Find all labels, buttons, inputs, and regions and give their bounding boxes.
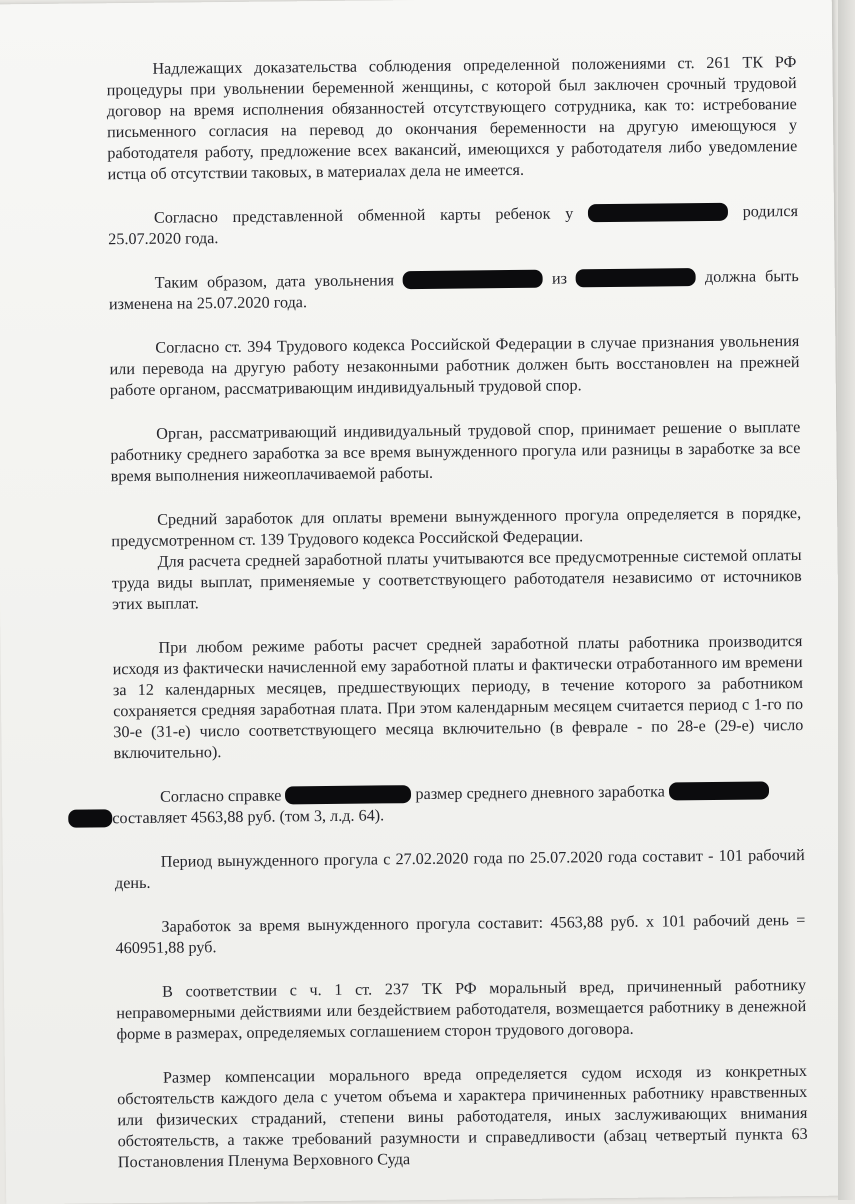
paragraph-pregnancy-procedure: Надлежащих доказательства соблюдения определенной положениями ст. 261 ТК РФ процедуры при увольнении беременной женщины, с которой был заключен срочный трудовой договор на время исполнения обязанностей отсутствующего сотрудника, как то: истребование письменного согласия на перевод до окончания беременности на другую имеющуюся у работодателя работу, предложение всех вакансий, имеющихся у работодателя либо уведомление истца об отсутствии таковых, в материалах дела не имеется. [106,53,798,184]
redaction-block [576,268,696,287]
redaction-block [68,809,112,827]
redaction-block [285,785,411,804]
paragraph-article-394: Согласно ст. 394 Трудового кодекса Российской Федерации в случае признания увольнения или перевода на другую работу незаконными работник должен быть восстановлен на прежней работе органом, рассматривающим индивидуальный трудовой спор. [109,332,800,400]
birth-date-text-start: Согласно представленной обменной карты ребенок у [153,204,574,227]
paragraph-absence-earnings: Заработок за время вынужденного прогула составит: 4563,88 руб. х 101 рабочий день = 460951,88 руб. [115,910,806,958]
paragraph-article-237: В соответствии с ч. 1 ст. 237 ТК РФ моральный вред, причиненный работнику неправомерными действиями или бездействием работодателя, возмещается работнику в денежной форме в размерах, определяемых соглашением сторон трудового договора. [116,975,807,1044]
redaction-block [588,203,728,222]
document-body [106,52,808,1173]
paragraph-dismissal-date [109,266,799,315]
birth-date-text-end: родился 25.07.2020 года. [108,202,799,249]
paragraph-average-salary-calc: Для расчета средней заработной платы учитываются все предусмотренные системой оплаты труда виды выплат, применяемые у соответствующего работодателя независимо от источников этих выплат. [111,546,802,614]
dismissal-text-mid: из [551,269,568,288]
paragraph-moral-damage: Размер компенсации морального вреда определяется судом исходя из конкретных обстоятельств каждого дела с учетом объема и характера причиненных работнику нравственных или физических страданий, степени вины работодателя, иных заслуживающих внимания обстоятельств, а также требований разумности и справедливости (абзац четвертый пункта 63 Постановления Пленума Верховного Суда [117,1061,808,1172]
dismissal-text-end: должна быть изменена на 25.07.2020 года. [108,267,799,314]
paragraph-work-mode: При любом режиме работы расчет средней заработной платы работника производится исходя из фактически начисленной ему заработной платы и фактически отработанного им времени за 12 календарных месяцев, предшествующих периоду, в течение которого за работником сохраняется средняя заработная плата. При этом календарным месяцем считается период с 1-го по 30-е (31-е) число соответствующего месяца включительно (в феврале - по 28-е (29-е) число включительно). [112,631,804,763]
paragraph-labor-dispute-body: Орган, рассматривающий индивидуальный трудовой спор, принимает решение о выплате работнику среднего заработка за все время вынужденного прогула или разницы в заработке за все время выполнения нижеоплачиваемой работы. [110,418,801,486]
dismissal-text-start: Таким образом, дата увольнения [154,271,395,292]
redaction-block [669,781,769,800]
daily-earnings-text-start: Согласно справке [159,786,282,806]
sheet-edge [838,0,855,1200]
paragraph-daily-earnings [114,780,804,829]
paragraph-average-earnings: Средний заработок для оплаты времени вынужденного прогула определяется в порядке, предусмотренном ст. 139 Трудового кодекса Российской Федерации. [111,504,802,551]
daily-earnings-text-end: составляет 4563,88 руб. (том 3, л.д. 64). [112,806,385,828]
paragraph-birth-date [108,201,798,250]
daily-earnings-text-mid: размер среднего дневного заработка [415,782,666,804]
redaction-block [403,270,543,289]
paragraph-absence-period: Период вынужденного прогула с 27.02.2020 года по 25.07.2020 года составит - 101 рабочий день. [114,845,805,893]
